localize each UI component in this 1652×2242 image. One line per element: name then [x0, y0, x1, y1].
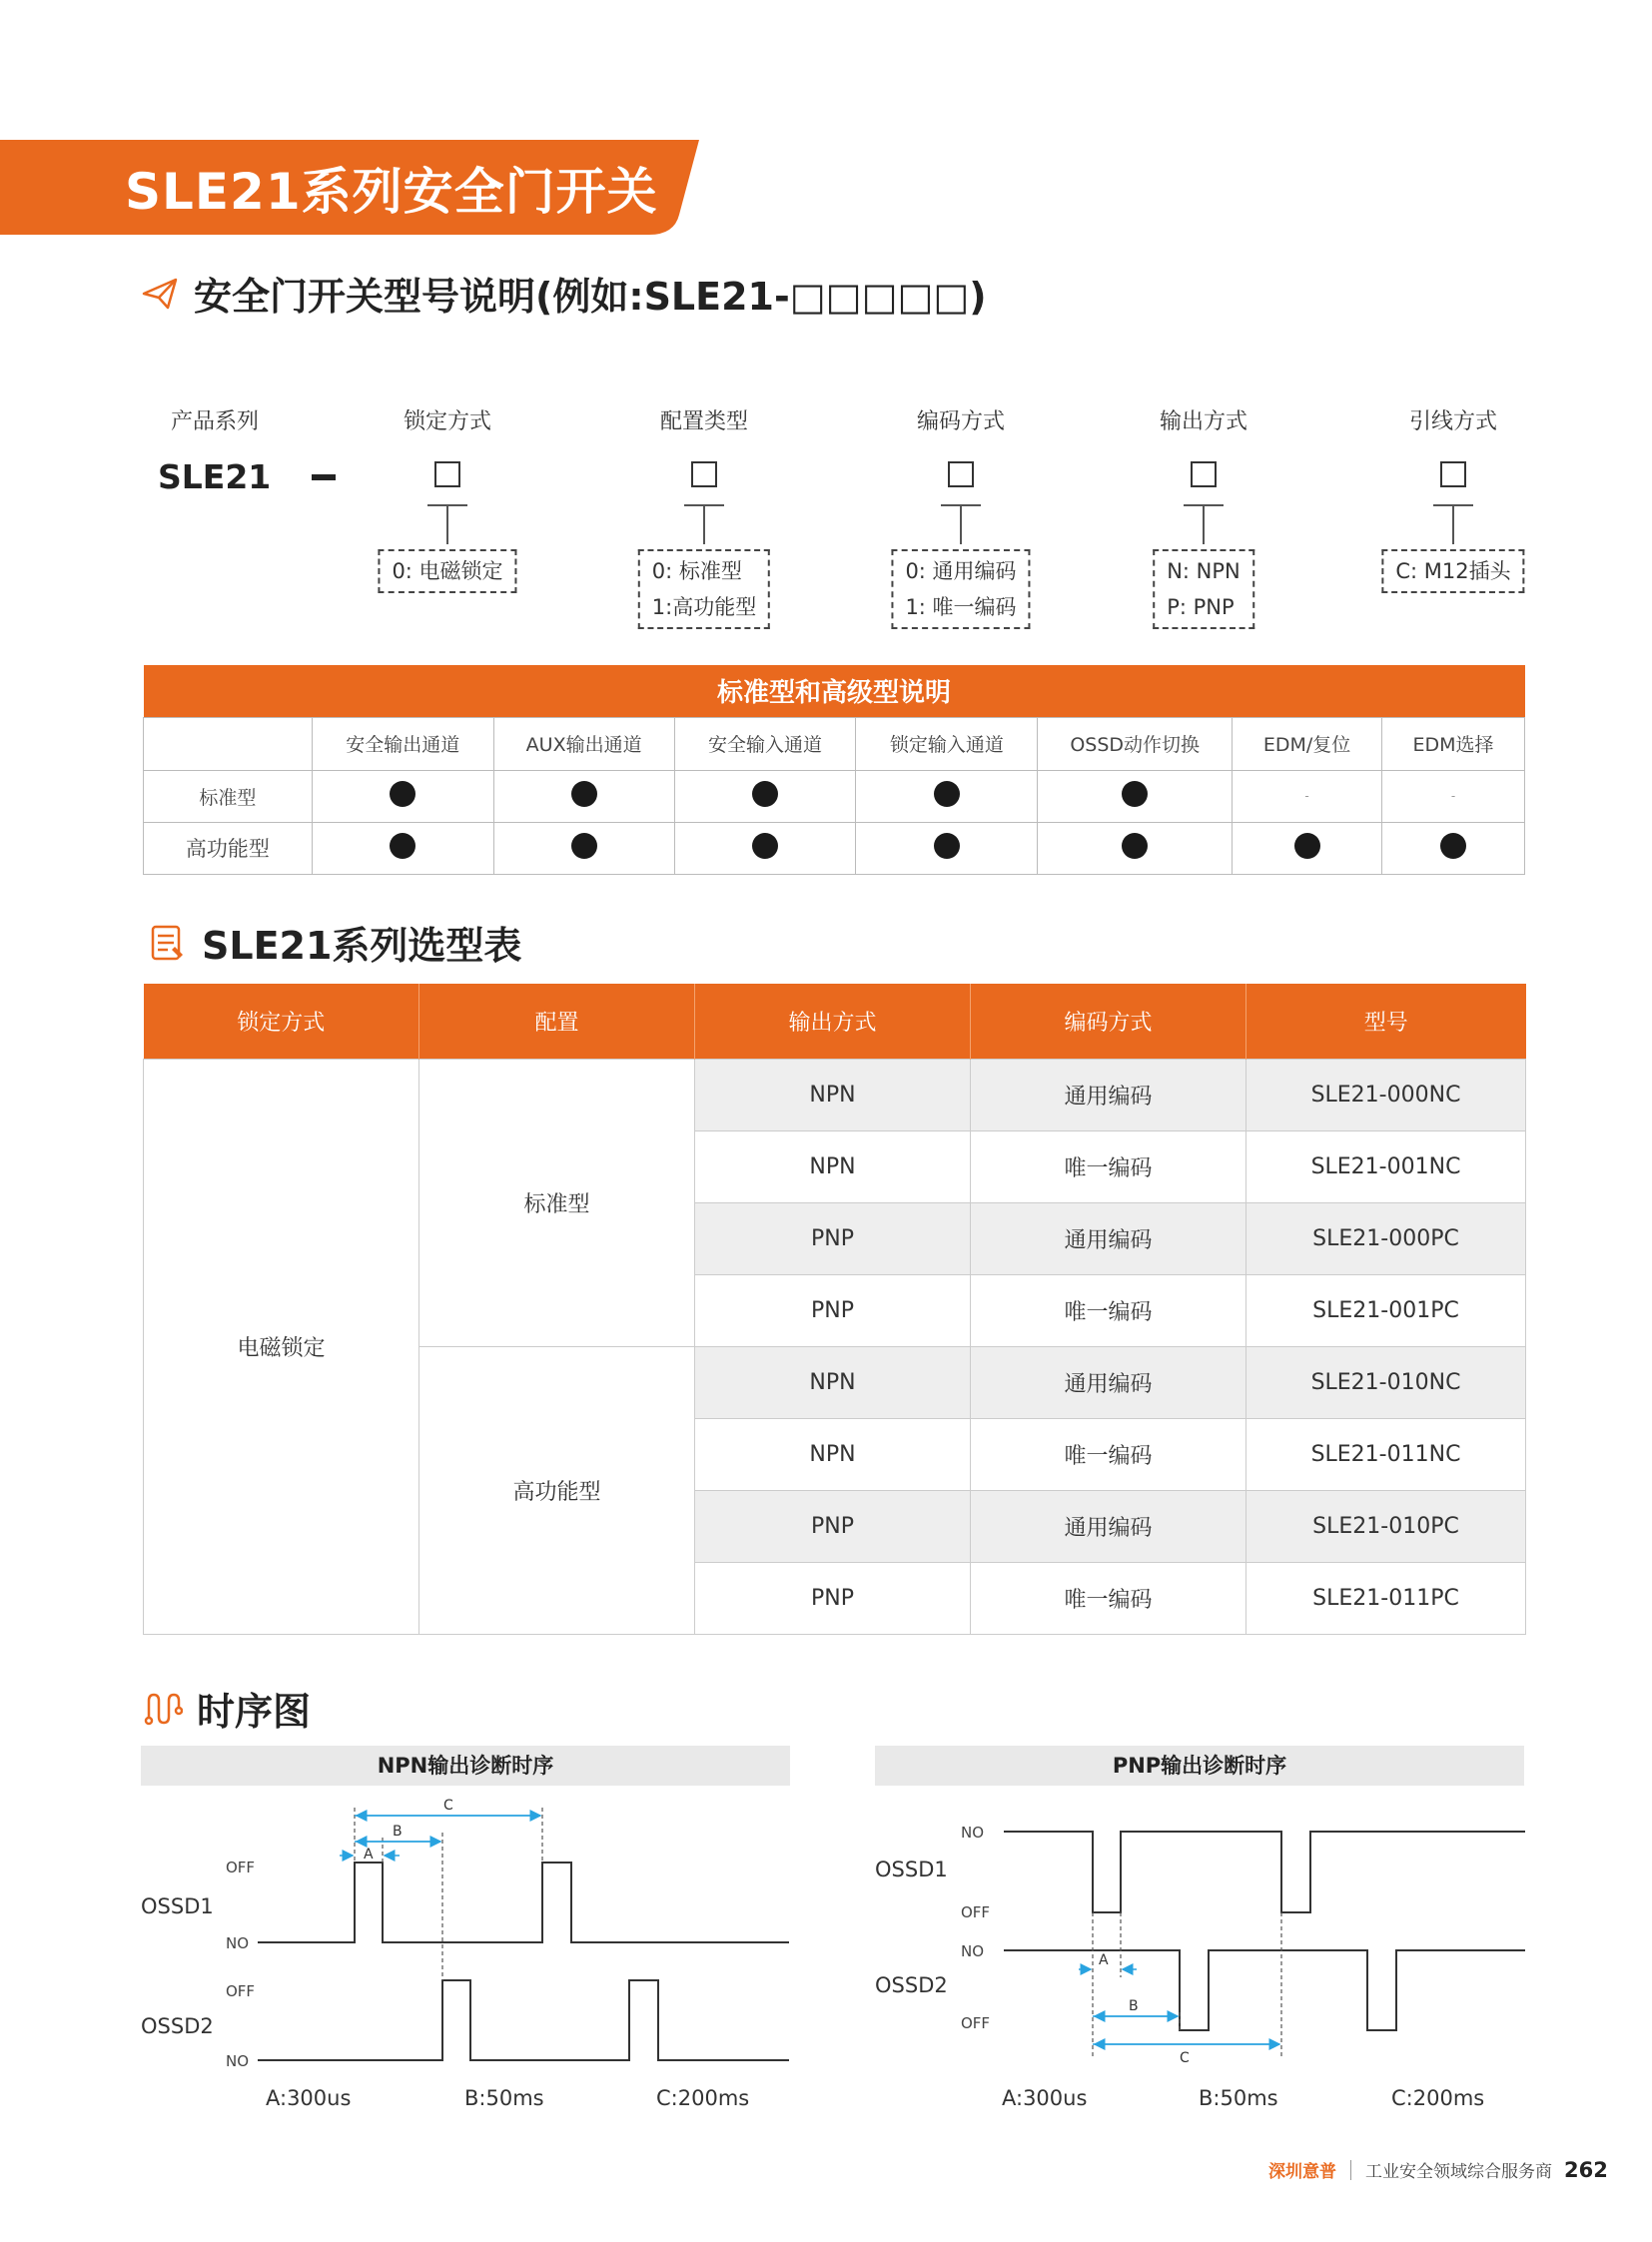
- npn-ossd1-label: OSSD1: [141, 1894, 214, 1918]
- code-cell: 通用编码: [971, 1346, 1246, 1418]
- pnp-ossd2-no-label: NO: [961, 1942, 985, 1960]
- model-section-title: 安全门开关型号说明(例如:SLE21-□□□□□): [194, 275, 987, 319]
- filled-dot-icon: [1122, 781, 1148, 807]
- feature-header-empty: [144, 717, 313, 770]
- connector: [446, 504, 448, 544]
- filled-dot-icon: [752, 833, 778, 859]
- feature-col-header: EDM/复位: [1233, 717, 1382, 770]
- connector: [703, 504, 705, 544]
- feature-cell: [312, 822, 493, 874]
- lock-cell: 电磁锁定: [144, 1059, 419, 1634]
- npn-ossd1-wave: [258, 1863, 789, 1942]
- pnp-legend-a: A:300us: [1002, 2086, 1088, 2110]
- connector: [960, 504, 962, 544]
- feature-cell: [1038, 770, 1233, 822]
- model-cell: SLE21-001NC: [1246, 1130, 1526, 1202]
- feature-cell: -: [1382, 770, 1525, 822]
- series-label: 产品系列: [170, 409, 260, 434]
- option-box-config: [638, 549, 770, 629]
- option-box-output: [1153, 549, 1254, 629]
- code-cell: 唯一编码: [971, 1562, 1246, 1634]
- feature-row-name: 高功能型: [144, 822, 313, 874]
- filled-dot-icon: [571, 833, 597, 859]
- option-text: C: M12插头: [1395, 559, 1511, 583]
- feature-cell: [312, 770, 493, 822]
- field-label-config: 配置类型: [659, 409, 749, 434]
- npn-timing-title: NPN输出诊断时序: [141, 1746, 790, 1786]
- option-text: 1: 唯一编码: [905, 595, 1017, 619]
- series-value: SLE21: [158, 457, 272, 496]
- feature-cell: [674, 770, 856, 822]
- pnp-legend-c: C:200ms: [1391, 2086, 1485, 2110]
- option-box-lead: [1381, 549, 1524, 593]
- output-cell: PNP: [695, 1562, 971, 1634]
- npn-ossd1-off-label: OFF: [226, 1859, 256, 1876]
- option-text: P: PNP: [1167, 595, 1235, 619]
- npn-legend-a: A:300us: [266, 2086, 352, 2110]
- code-cell: 通用编码: [971, 1059, 1246, 1130]
- field-label-coding: 编码方式: [916, 409, 1006, 434]
- output-cell: PNP: [695, 1490, 971, 1562]
- feature-col-header: OSSD动作切换: [1038, 717, 1233, 770]
- field-label-lock: 锁定方式: [403, 409, 492, 434]
- feature-header-row: [144, 717, 1525, 770]
- footer-divider: [1350, 2160, 1351, 2180]
- filled-dot-icon: [1122, 833, 1148, 859]
- model-cell: SLE21-011NC: [1246, 1418, 1526, 1490]
- selection-table: [143, 984, 1526, 1635]
- pnp-ossd1-no-label: NO: [961, 1824, 985, 1842]
- npn-ossd2-no-label: NO: [226, 2052, 250, 2070]
- feature-col-header: AUX输出通道: [493, 717, 674, 770]
- pnp-ossd1-label: OSSD1: [875, 1858, 948, 1881]
- page-number: 262: [1564, 2157, 1608, 2182]
- feature-table: [143, 665, 1525, 875]
- feature-cell: [1382, 822, 1525, 874]
- output-cell: NPN: [695, 1346, 971, 1418]
- option-box-coding: [891, 549, 1030, 629]
- npn-ossd1-no-label: NO: [226, 1934, 250, 1952]
- pnp-marker-c: C: [1180, 2050, 1190, 2066]
- filled-dot-icon: [390, 781, 415, 807]
- connector: [1452, 504, 1454, 544]
- npn-legend-c: C:200ms: [656, 2086, 750, 2110]
- feature-cell: -: [1233, 770, 1382, 822]
- series-dash: [312, 474, 336, 480]
- code-cell: 通用编码: [971, 1202, 1246, 1274]
- pnp-ossd1-off-label: OFF: [961, 1903, 991, 1921]
- npn-marker-b: B: [393, 1824, 403, 1840]
- feature-cell: [1233, 822, 1382, 874]
- npn-ossd2-off-label: OFF: [226, 1982, 256, 2000]
- output-cell: NPN: [695, 1418, 971, 1490]
- title-banner: [0, 140, 699, 235]
- footer-brand: 深圳意普: [1268, 2162, 1336, 2182]
- document-icon: [148, 923, 188, 963]
- model-cell: SLE21-010PC: [1246, 1490, 1526, 1562]
- page-title: SLE21系列安全门开关: [125, 163, 658, 221]
- model-cell: SLE21-001PC: [1246, 1274, 1526, 1346]
- filled-dot-icon: [1294, 833, 1320, 859]
- feature-row-advanced: [144, 822, 1525, 874]
- model-code-labels: [0, 404, 1652, 444]
- feature-cell: [493, 822, 674, 874]
- npn-marker-c: C: [443, 1798, 453, 1814]
- feature-cell: [856, 770, 1038, 822]
- code-box-coding: [948, 461, 974, 487]
- filled-dot-icon: [1440, 833, 1466, 859]
- option-text: 0: 通用编码: [905, 559, 1017, 583]
- code-box-lock: [434, 461, 460, 487]
- col-header: 配置: [419, 984, 695, 1059]
- filled-dot-icon: [390, 833, 415, 859]
- pnp-marker-b: B: [1129, 1998, 1139, 2014]
- feature-col-header: 安全输入通道: [674, 717, 856, 770]
- option-text: 0: 电磁锁定: [392, 559, 503, 583]
- option-text: 1:高功能型: [651, 595, 757, 619]
- output-cell: NPN: [695, 1059, 971, 1130]
- paper-plane-icon: [140, 274, 180, 314]
- output-cell: NPN: [695, 1130, 971, 1202]
- model-section-heading: [140, 266, 987, 321]
- feature-row-standard: [144, 770, 1525, 822]
- table-row: [144, 1059, 1526, 1130]
- filled-dot-icon: [752, 781, 778, 807]
- filled-dot-icon: [934, 833, 960, 859]
- feature-cell: [1038, 822, 1233, 874]
- option-text: N: NPN: [1167, 559, 1240, 583]
- pnp-ossd2-label: OSSD2: [875, 1973, 948, 1997]
- npn-marker-a: A: [364, 1847, 374, 1863]
- code-cell: 唯一编码: [971, 1274, 1246, 1346]
- col-header: 编码方式: [971, 984, 1246, 1059]
- code-cell: 唯一编码: [971, 1418, 1246, 1490]
- selection-section-heading: [148, 915, 521, 970]
- code-box-lead: [1440, 461, 1466, 487]
- page-footer: [1268, 2157, 1608, 2182]
- output-cell: PNP: [695, 1202, 971, 1274]
- npn-ossd2-label: OSSD2: [141, 2014, 214, 2038]
- pnp-ossd2-wave: [1004, 1950, 1525, 2030]
- model-cell: SLE21-000NC: [1246, 1059, 1526, 1130]
- feature-cell: [493, 770, 674, 822]
- npn-ossd2-wave: [258, 1980, 789, 2060]
- timing-section-heading: [143, 1681, 311, 1736]
- connector: [1203, 504, 1205, 544]
- model-cell: SLE21-011PC: [1246, 1562, 1526, 1634]
- code-cell: 通用编码: [971, 1490, 1246, 1562]
- feature-col-header: 安全输出通道: [312, 717, 493, 770]
- feature-table-title: 标准型和高级型说明: [144, 665, 1525, 717]
- feature-row-name: 标准型: [144, 770, 313, 822]
- pnp-timing-title: PNP输出诊断时序: [875, 1746, 1524, 1786]
- output-cell: PNP: [695, 1274, 971, 1346]
- selection-section-title: SLE21系列选型表: [202, 924, 522, 968]
- npn-legend-b: B:50ms: [464, 2086, 544, 2110]
- pnp-ossd1-wave: [1004, 1832, 1525, 1912]
- feature-cell: [856, 822, 1038, 874]
- col-header: 型号: [1246, 984, 1526, 1059]
- code-box-config: [691, 461, 717, 487]
- feature-cell: [674, 822, 856, 874]
- selection-header-row: [144, 984, 1526, 1059]
- option-text: 0: 标准型: [651, 559, 742, 583]
- field-label-output: 输出方式: [1159, 409, 1248, 434]
- pnp-marker-a: A: [1099, 1952, 1109, 1968]
- feature-col-header: EDM选择: [1382, 717, 1525, 770]
- timing-section-title: 时序图: [197, 1690, 312, 1734]
- timing-wave-icon: [143, 1689, 183, 1729]
- field-label-lead: 引线方式: [1408, 409, 1498, 434]
- pnp-legend-b: B:50ms: [1199, 2086, 1278, 2110]
- code-box-output: [1191, 461, 1217, 487]
- model-cell: SLE21-010NC: [1246, 1346, 1526, 1418]
- model-cell: SLE21-000PC: [1246, 1202, 1526, 1274]
- code-cell: 唯一编码: [971, 1130, 1246, 1202]
- col-header: 锁定方式: [144, 984, 419, 1059]
- option-box-lock: [378, 549, 516, 593]
- pnp-ossd2-off-label: OFF: [961, 2014, 991, 2032]
- footer-subtitle: 工业安全领域综合服务商: [1365, 2162, 1552, 2182]
- filled-dot-icon: [934, 781, 960, 807]
- col-header: 输出方式: [695, 984, 971, 1059]
- config-cell: 高功能型: [419, 1346, 695, 1634]
- filled-dot-icon: [571, 781, 597, 807]
- feature-col-header: 锁定输入通道: [856, 717, 1038, 770]
- config-cell: 标准型: [419, 1059, 695, 1346]
